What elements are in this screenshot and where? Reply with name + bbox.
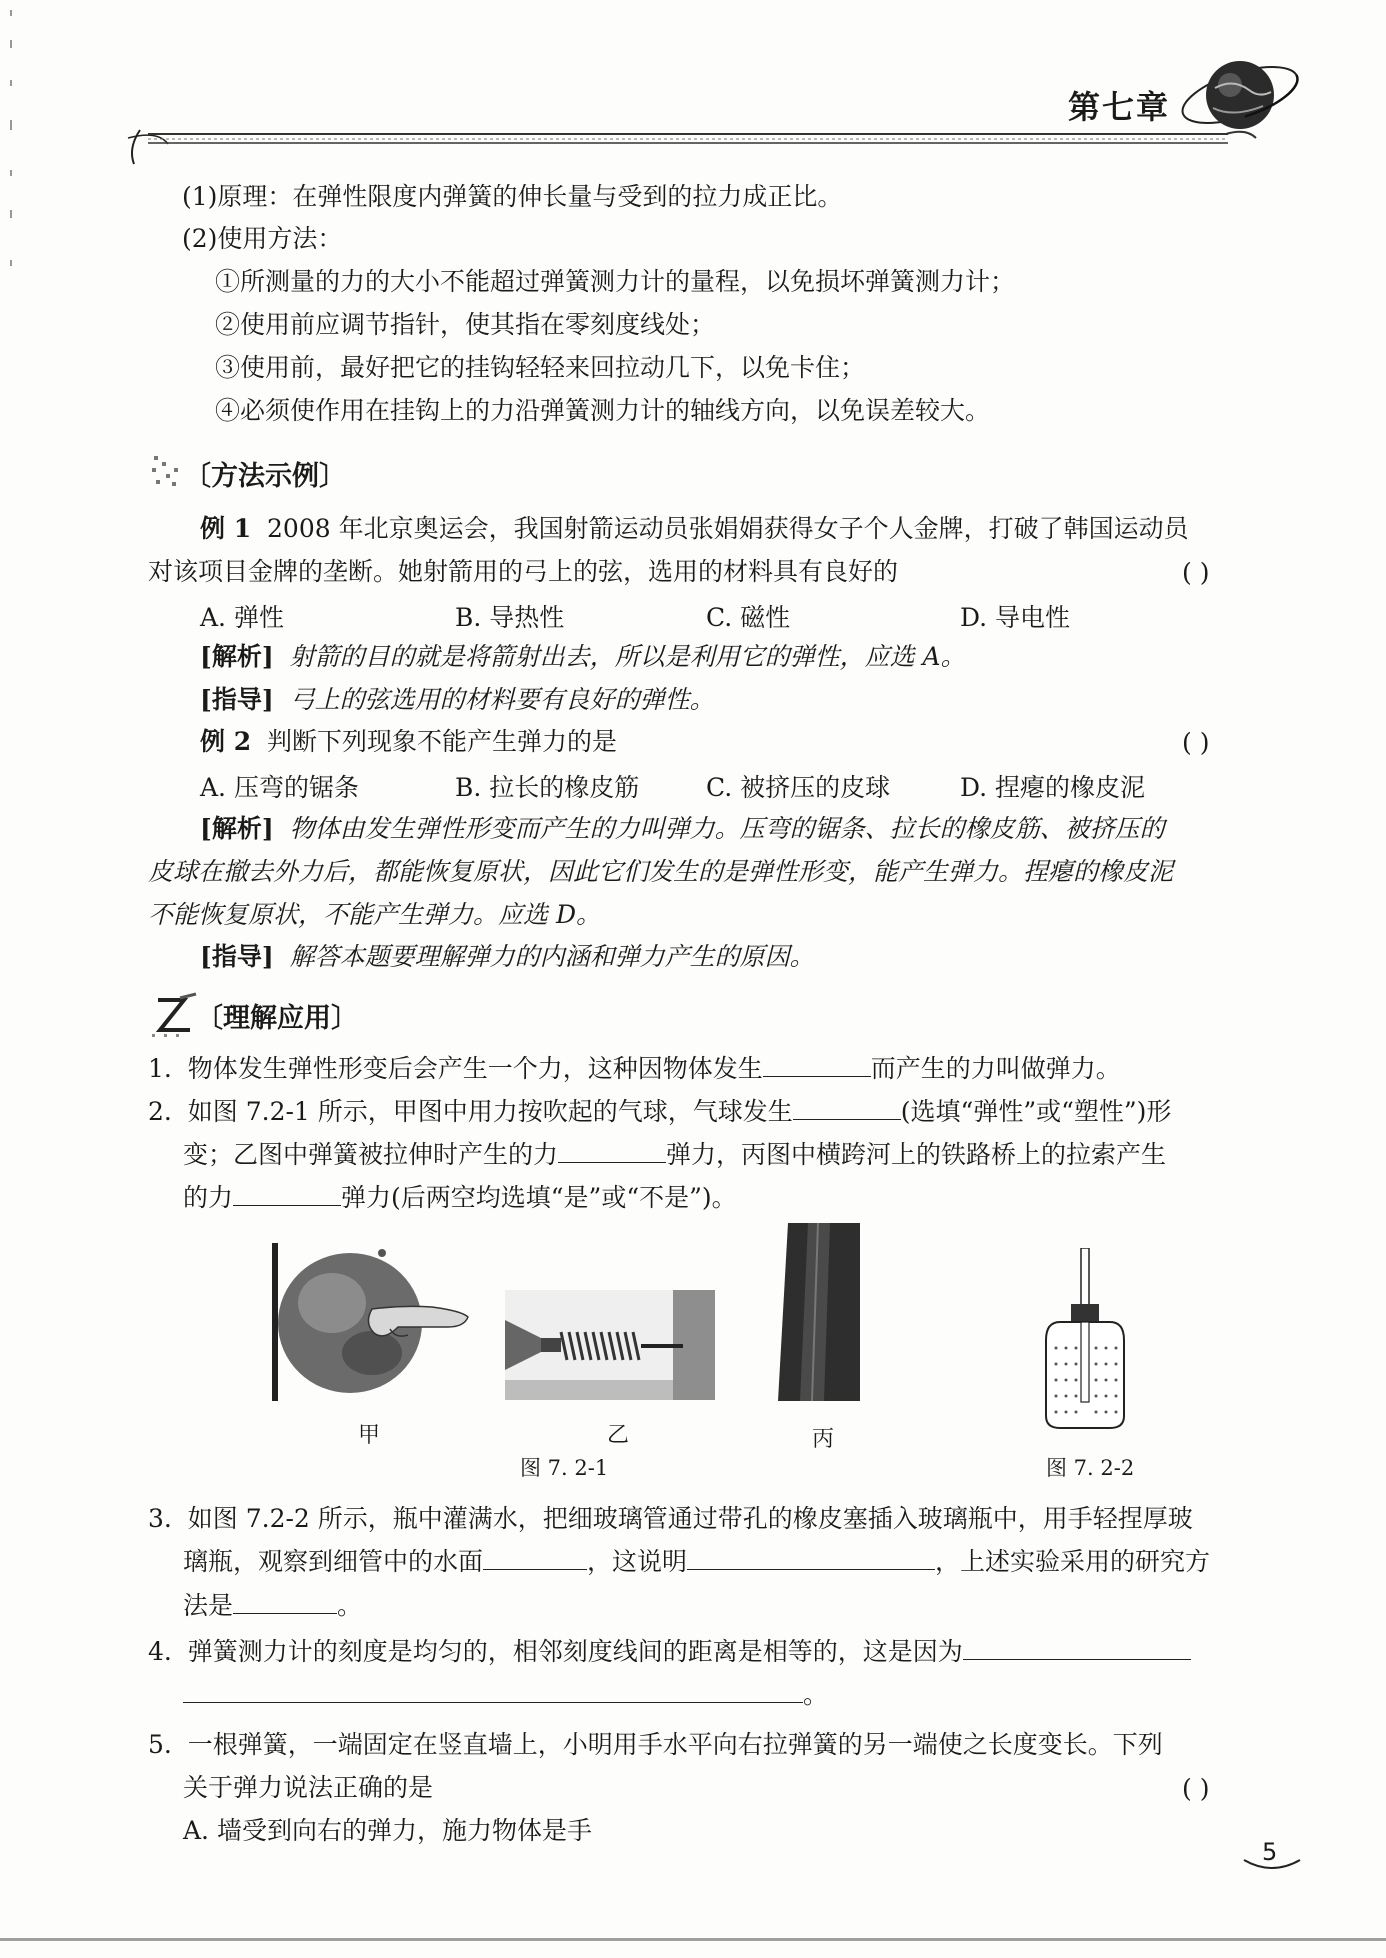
- option-a: A. 弹性: [200, 603, 284, 632]
- header-rule: [118, 120, 1278, 170]
- question-2-line-1: [148, 1095, 1171, 1129]
- example-1-guide: [200, 683, 715, 717]
- question-number: 1.: [148, 1054, 172, 1083]
- example-2-analysis-3: 不能恢复原状，不能产生弹力。应选 D。: [148, 900, 601, 929]
- figure-label-yi: 乙: [607, 1423, 630, 1448]
- answer-blank[interactable]: [687, 1547, 935, 1570]
- guide-text: 弓上的弦选用的材料要有良好的弹性。: [289, 685, 715, 714]
- question-5-line-1: [148, 1728, 1163, 1762]
- question-text: 弹力，丙图中横跨河上的铁路桥上的拉索产生: [666, 1140, 1167, 1169]
- bottle-with-tube-diagram: [1040, 1248, 1130, 1430]
- question-text: 弹力(后两空均选填“是”或“不是”)。: [341, 1183, 737, 1212]
- question-text: 。: [337, 1591, 363, 1620]
- section-title-text: 方法示例: [211, 461, 319, 492]
- example-text: 2008 年北京奥运会，我国射箭运动员张娟娟获得女子个人金牌，打破了韩国运动员: [267, 514, 1189, 543]
- example-1-analysis: [200, 640, 966, 674]
- question-1: [148, 1052, 1121, 1086]
- spring-photo: [505, 1290, 715, 1400]
- question-text: 弹簧测力计的刻度是均匀的，相邻刻度线间的距离是相等的，这是因为: [187, 1637, 963, 1666]
- question-number: 4.: [148, 1637, 172, 1666]
- chapter-title: 第七章: [1068, 88, 1171, 126]
- example-1-line-2: 对该项目金牌的垄断。她射箭用的弓上的弦，选用的材料具有良好的: [148, 557, 899, 586]
- bracket-open: 〔: [184, 461, 211, 492]
- question-text: 如图 7.2-1 所示，甲图中用力按吹起的气球，气球发生: [187, 1097, 793, 1126]
- figure-label-bing: 丙: [812, 1427, 835, 1452]
- option-b: B. 导热性: [455, 603, 565, 632]
- guide-text: 解答本题要理解弹力的内涵和弹力产生的原因。: [289, 942, 815, 971]
- answer-paren: ( ): [1182, 1774, 1210, 1803]
- usage-item-3: ③使用前，最好把它的挂钩轻轻来回拉动几下，以免卡住；: [215, 353, 866, 382]
- analysis-tag: [解析]: [200, 814, 274, 843]
- usage-heading: (2)使用方法：: [182, 224, 343, 253]
- bracket-open: 〔: [196, 1003, 223, 1034]
- question-4-line-2: [183, 1678, 828, 1712]
- option-d: D. 捏瘪的橡皮泥: [960, 773, 1146, 802]
- guide-tag: [指导]: [200, 685, 274, 714]
- example-label: 例 2: [200, 727, 252, 756]
- answer-paren: ( ): [1182, 558, 1210, 587]
- option-c: C. 磁性: [706, 603, 791, 632]
- question-5-option-a: A. 墙受到向右的弹力，施力物体是手: [183, 1816, 592, 1845]
- question-text: ，这说明: [587, 1547, 688, 1576]
- question-4-line-1: [148, 1635, 1191, 1669]
- question-3-line-2: [183, 1545, 1210, 1579]
- answer-blank[interactable]: [233, 1183, 341, 1206]
- bracket-close: 〕: [319, 461, 346, 492]
- page-number: 5: [1262, 1838, 1278, 1866]
- example-2-analysis-1: [200, 812, 1165, 846]
- question-text: 。: [803, 1680, 829, 1709]
- bridge-cable-photo: [778, 1223, 860, 1401]
- question-3-line-1: [148, 1502, 1193, 1536]
- section-title-text: 理解应用: [223, 1003, 331, 1034]
- apply-section-title: [196, 996, 358, 1035]
- option-d: D. 导电性: [960, 603, 1071, 632]
- question-2-line-2: [183, 1138, 1166, 1172]
- answer-blank[interactable]: [793, 1097, 901, 1120]
- question-number: 2.: [148, 1097, 172, 1126]
- example-text: 判断下列现象不能产生弹力的是: [267, 727, 618, 756]
- question-5-line-2: 关于弹力说法正确的是: [183, 1773, 434, 1802]
- answer-blank[interactable]: [183, 1680, 803, 1703]
- question-number: 3.: [148, 1504, 172, 1533]
- guide-tag: [指导]: [200, 942, 274, 971]
- option-a: A. 压弯的锯条: [200, 773, 359, 802]
- analysis-tag: [解析]: [200, 642, 274, 671]
- balloon-photo: [272, 1243, 472, 1401]
- figure-label-jia: 甲: [358, 1423, 381, 1448]
- answer-blank[interactable]: [483, 1547, 587, 1570]
- question-number: 5.: [148, 1730, 172, 1759]
- bracket-close: 〕: [331, 1003, 358, 1034]
- analysis-text: 射箭的目的就是将箭射出去，所以是利用它的弹性，应选 A。: [289, 642, 966, 671]
- answer-blank[interactable]: [763, 1054, 871, 1077]
- usage-item-2: ②使用前应调节指针，使其指在零刻度线处；: [215, 310, 716, 339]
- usage-item-4: ④必须使作用在挂钩上的力沿弹簧测力计的轴线方向，以免误差较大。: [215, 396, 991, 425]
- question-3-line-3: [183, 1589, 362, 1623]
- question-text: ，上述实验采用的研究方: [935, 1547, 1211, 1576]
- footer-rule: [0, 1938, 1386, 1941]
- answer-blank[interactable]: [233, 1591, 337, 1614]
- question-text: 一根弹簧，一端固定在竖直墙上，小明用手水平向右拉弹簧的另一端使之长度变长。下列: [187, 1730, 1163, 1759]
- option-b: B. 拉长的橡皮筋: [455, 773, 640, 802]
- question-text: 变；乙图中弹簧被拉伸时产生的力: [183, 1140, 559, 1169]
- principle-line: (1)原理：在弹性限度内弹簧的伸长量与受到的拉力成正比。: [182, 182, 843, 211]
- example-label: 例 1: [200, 514, 252, 543]
- question-text: 法是: [183, 1591, 234, 1620]
- question-text: 如图 7.2-2 所示，瓶中灌满水，把细玻璃管通过带孔的橡皮塞插入玻璃瓶中，用手轻捏厚玻: [187, 1504, 1193, 1533]
- figure-caption-7-2-1: 图 7. 2-1: [520, 1456, 609, 1480]
- question-text: 璃瓶，观察到细管中的水面: [183, 1547, 484, 1576]
- example-2-guide: [200, 940, 815, 974]
- question-text: 而产生的力叫做弹力。: [870, 1054, 1121, 1083]
- answer-blank[interactable]: [558, 1140, 666, 1163]
- analysis-text: 物体由发生弹性形变而产生的力叫弹力。压弯的锯条、拉长的橡皮筋、被挤压的: [289, 814, 1165, 843]
- option-c: C. 被挤压的皮球: [706, 773, 891, 802]
- answer-paren: ( ): [1182, 728, 1210, 757]
- example-1-line-1: [200, 512, 1189, 546]
- question-text: 物体发生弹性形变后会产生一个力，这种因物体发生: [187, 1054, 763, 1083]
- answer-blank[interactable]: [963, 1637, 1191, 1660]
- example-2-question: [200, 725, 617, 759]
- example-2-analysis-2: 皮球在撤去外力后，都能恢复原状，因此它们发生的是弹性形变，能产生弹力。捏瘪的橡皮泥: [148, 857, 1174, 886]
- binding-marks: [8, 10, 14, 290]
- usage-item-1: ①所测量的力的大小不能超过弹簧测力计的量程，以免损坏弹簧测力计；: [215, 267, 1016, 296]
- figure-caption-7-2-2: 图 7. 2-2: [1046, 1456, 1135, 1480]
- method-section-title: [184, 454, 346, 493]
- question-2-line-3: [183, 1181, 737, 1215]
- question-text: (选填“弹性”或“塑性”)形: [900, 1097, 1172, 1126]
- question-text: 的力: [183, 1183, 234, 1212]
